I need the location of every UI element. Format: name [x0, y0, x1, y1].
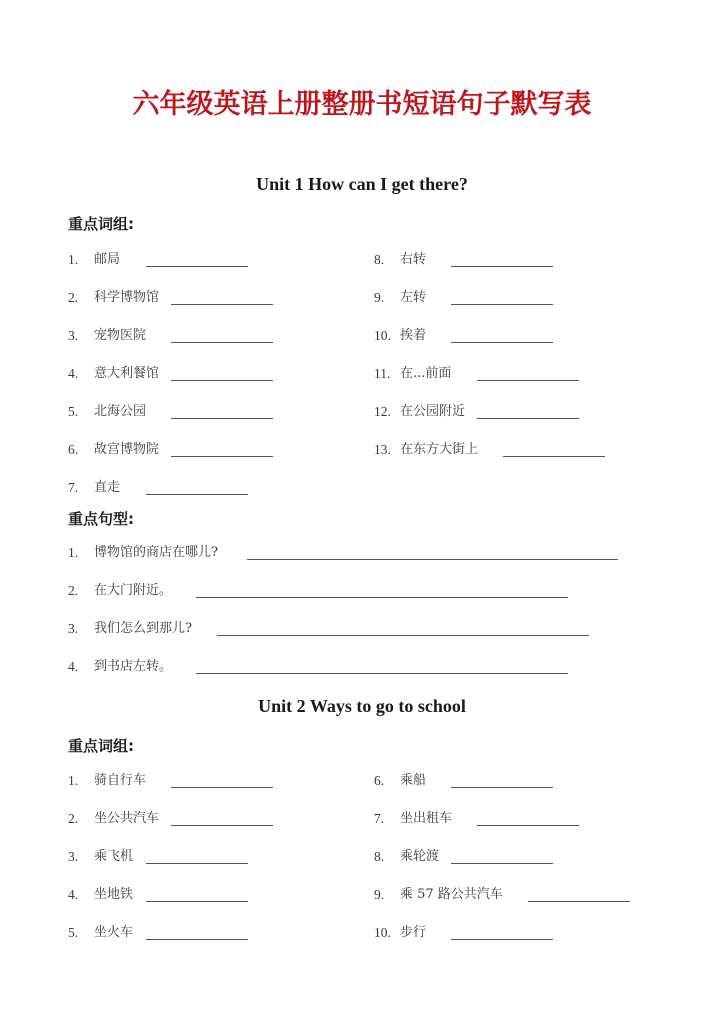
item-number: 1. [68, 545, 79, 560]
item-number: 10. [374, 328, 391, 343]
answer-blank[interactable] [171, 380, 273, 381]
item-number: 5. [68, 404, 79, 419]
item-number: 3. [68, 849, 79, 864]
item-text: 乘飞机 [94, 849, 134, 864]
item-text: 坐公共汽车 [94, 811, 160, 826]
answer-blank[interactable] [146, 266, 248, 267]
page-title: 六年级英语上册整册书短语句子默写表 [132, 89, 592, 120]
item-text: 骑自行车 [94, 773, 147, 788]
unit-1-sentences-label: 重点句型: [68, 510, 134, 528]
item-text: 到书店左转。 [94, 659, 173, 674]
item-text: 挨着 [400, 328, 427, 343]
answer-blank[interactable] [477, 418, 579, 419]
item-text: 坐出租车 [400, 811, 453, 826]
item-text: 乘轮渡 [400, 849, 440, 864]
unit-1-heading: Unit 1 How can I get there? [256, 174, 468, 194]
answer-blank[interactable] [451, 304, 553, 305]
item-text: 乘船 [400, 773, 427, 788]
answer-blank[interactable] [171, 787, 273, 788]
answer-blank[interactable] [503, 456, 605, 457]
item-number: 2. [68, 811, 79, 826]
answer-blank[interactable] [196, 597, 568, 598]
answer-blank[interactable] [477, 380, 579, 381]
item-text: 在公园附近 [400, 404, 466, 419]
item-text: 北海公园 [94, 404, 147, 419]
item-number: 7. [68, 480, 79, 495]
unit-2-heading: Unit 2 Ways to go to school [258, 696, 466, 716]
item-text: 左转 [400, 290, 427, 305]
item-number: 3. [68, 328, 79, 343]
item-number: 1. [68, 773, 79, 788]
item-text: 邮局 [94, 252, 121, 267]
answer-blank[interactable] [171, 418, 273, 419]
answer-blank[interactable] [146, 939, 248, 940]
item-number: 3. [68, 621, 79, 636]
answer-blank[interactable] [477, 825, 579, 826]
answer-blank[interactable] [451, 342, 553, 343]
item-number: 4. [68, 887, 79, 902]
answer-blank[interactable] [146, 901, 248, 902]
item-number: 12. [374, 404, 391, 419]
answer-blank[interactable] [146, 863, 248, 864]
answer-blank[interactable] [171, 456, 273, 457]
item-number: 8. [374, 252, 385, 267]
item-number: 5. [68, 925, 79, 940]
item-text: 我们怎么到那儿? [94, 621, 192, 636]
item-number: 2. [68, 583, 79, 598]
item-text: 科学博物馆 [94, 290, 160, 305]
item-text: 右转 [400, 252, 427, 267]
item-text: 博物馆的商店在哪儿? [94, 545, 218, 560]
item-text: 在...前面 [400, 366, 452, 381]
item-number: 7. [374, 811, 385, 826]
answer-blank[interactable] [171, 342, 273, 343]
unit-1-phrases-label: 重点词组: [68, 215, 134, 233]
answer-blank[interactable] [247, 559, 618, 560]
answer-blank[interactable] [451, 266, 553, 267]
answer-blank[interactable] [171, 304, 273, 305]
answer-blank[interactable] [146, 494, 248, 495]
item-text: 直走 [94, 480, 121, 495]
item-number: 4. [68, 366, 79, 381]
unit-2-phrases-label: 重点词组: [68, 737, 134, 755]
item-number: 8. [374, 849, 385, 864]
answer-blank[interactable] [171, 825, 273, 826]
item-text: 宠物医院 [94, 328, 147, 343]
item-number: 10. [374, 925, 391, 940]
item-text: 坐地铁 [94, 887, 134, 902]
item-number: 6. [374, 773, 385, 788]
item-text: 故宫博物院 [94, 442, 160, 457]
item-number: 11. [374, 366, 391, 381]
item-text: 意大利餐馆 [94, 366, 160, 381]
item-text: 在大门附近。 [94, 583, 173, 598]
item-number: 1. [68, 252, 79, 267]
answer-blank[interactable] [451, 787, 553, 788]
item-text: 步行 [400, 925, 427, 940]
item-number: 2. [68, 290, 79, 305]
item-number: 6. [68, 442, 79, 457]
answer-blank[interactable] [451, 863, 553, 864]
item-number: 13. [374, 442, 391, 457]
item-number: 9. [374, 290, 385, 305]
item-text: 坐火车 [94, 925, 134, 940]
item-text: 乘 57 路公共汽车 [400, 887, 503, 902]
answer-blank[interactable] [196, 673, 568, 674]
answer-blank[interactable] [451, 939, 553, 940]
item-text: 在东方大街上 [400, 442, 479, 457]
answer-blank[interactable] [528, 901, 630, 902]
item-number: 9. [374, 887, 385, 902]
item-number: 4. [68, 659, 79, 674]
answer-blank[interactable] [217, 635, 589, 636]
